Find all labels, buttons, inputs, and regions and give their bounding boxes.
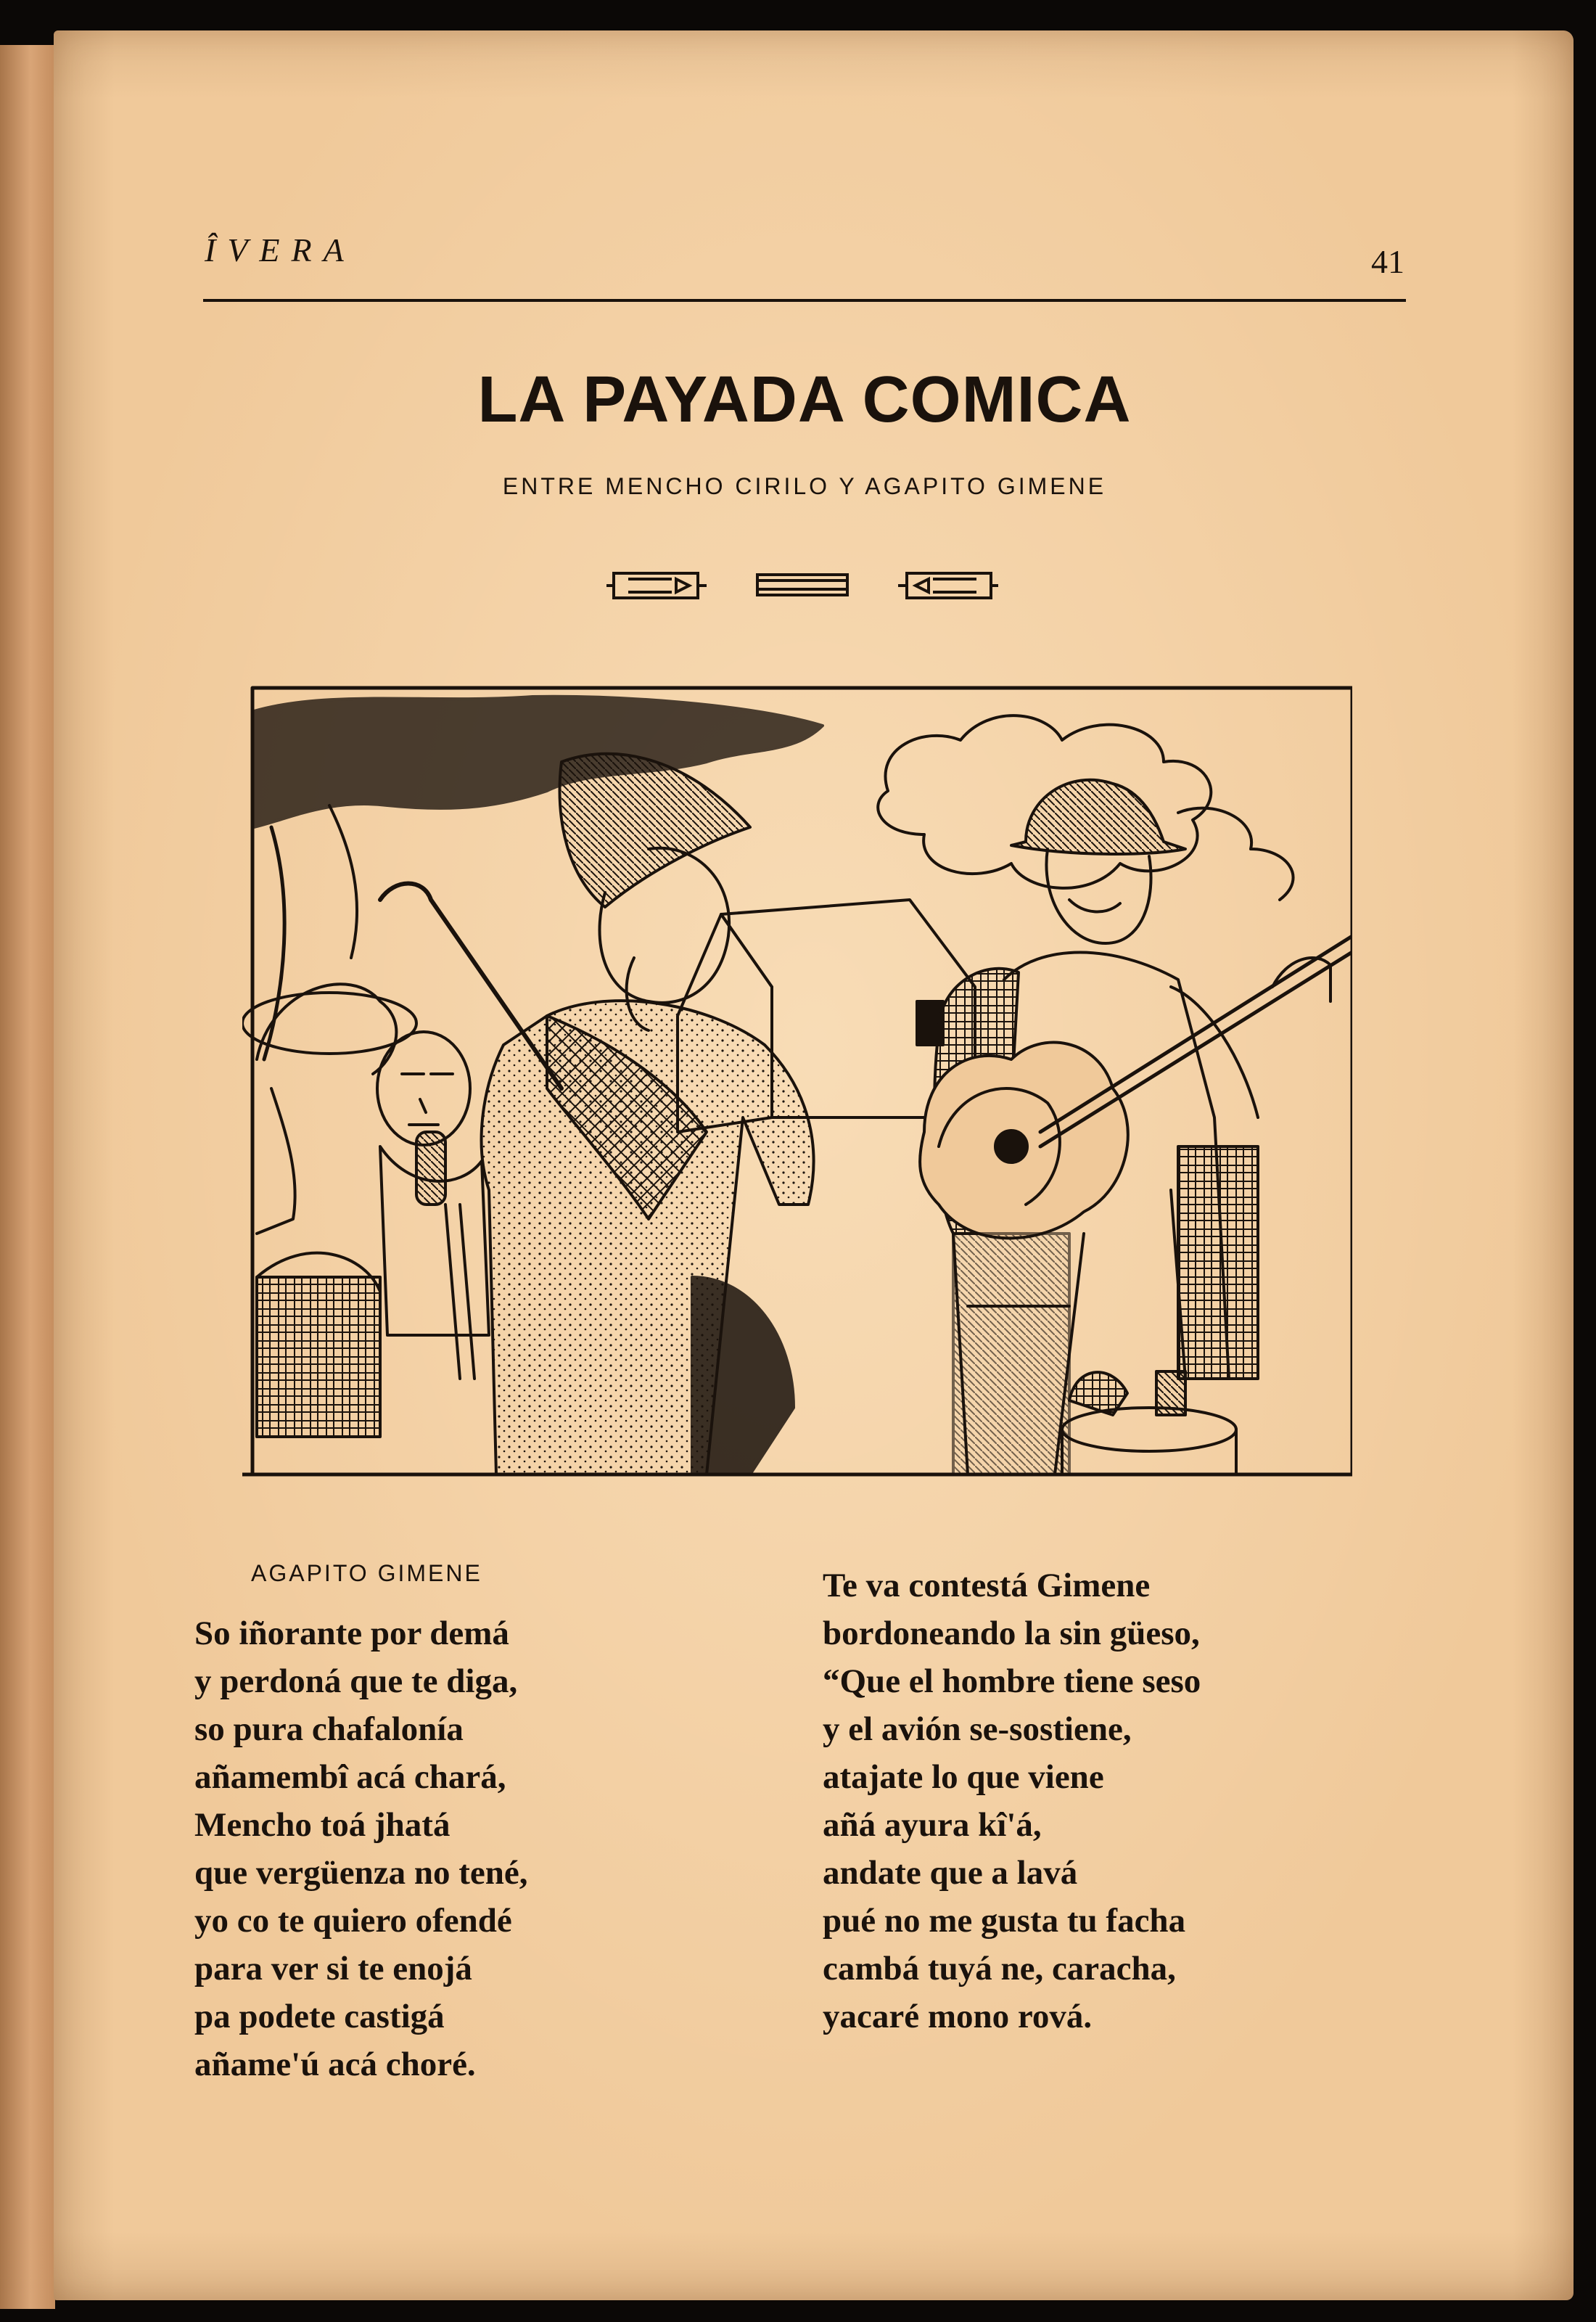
verse-line: yacaré mono rová. <box>823 1998 1093 2035</box>
verse-line: que vergüenza no tené, <box>194 1854 528 1892</box>
header-rule <box>203 299 1406 302</box>
running-head: ÎVERA <box>205 231 355 268</box>
verse-line: para ver si te enojá <box>194 1950 472 1987</box>
verse-line: Mencho toá jhatá <box>194 1806 451 1844</box>
verse-line: “Que el hombre tiene seso <box>823 1662 1201 1700</box>
page-number: 41 <box>1371 243 1404 280</box>
article-subtitle: ENTRE MENCHO CIRILO Y AGAPITO GIMENE <box>502 473 1107 499</box>
verse-line: pué no me gusta tu facha <box>823 1902 1186 1940</box>
verse-line: yo co te quiero ofendé <box>194 1902 512 1940</box>
payada-illustration <box>242 682 1352 1484</box>
verse-right-column <box>823 1562 1201 2040</box>
title-ornament <box>606 563 998 607</box>
verse-line: y perdoná que te diga, <box>194 1662 518 1700</box>
verse-line: y el avión se-sostiene, <box>823 1710 1132 1748</box>
verse-line: andate que a lavá <box>823 1854 1078 1892</box>
verse-line: atajate lo que viene <box>823 1758 1104 1796</box>
verse-line: cambá tuyá ne, caracha, <box>823 1950 1176 1987</box>
verse-left-column <box>194 1609 528 2088</box>
article-title: LA PAYADA COMICA <box>477 364 1132 436</box>
verse-line: bordoneando la sin güeso, <box>823 1615 1200 1652</box>
verse-line: añame'ú acá choré. <box>194 2046 476 2083</box>
verse-line: so pura chafalonía <box>194 1710 464 1748</box>
verse-line: pa podete castigá <box>194 1998 445 2035</box>
verse-line: añá ayura kî'á, <box>823 1806 1042 1844</box>
speaker-label: AGAPITO GIMENE <box>251 1560 482 1586</box>
verse-line: añamembî acá chará, <box>194 1758 506 1796</box>
verse-line: Te va contestá Gimene <box>823 1567 1151 1604</box>
verse-line: So iñorante por demá <box>194 1615 509 1652</box>
previous-page-edge <box>0 45 55 2309</box>
